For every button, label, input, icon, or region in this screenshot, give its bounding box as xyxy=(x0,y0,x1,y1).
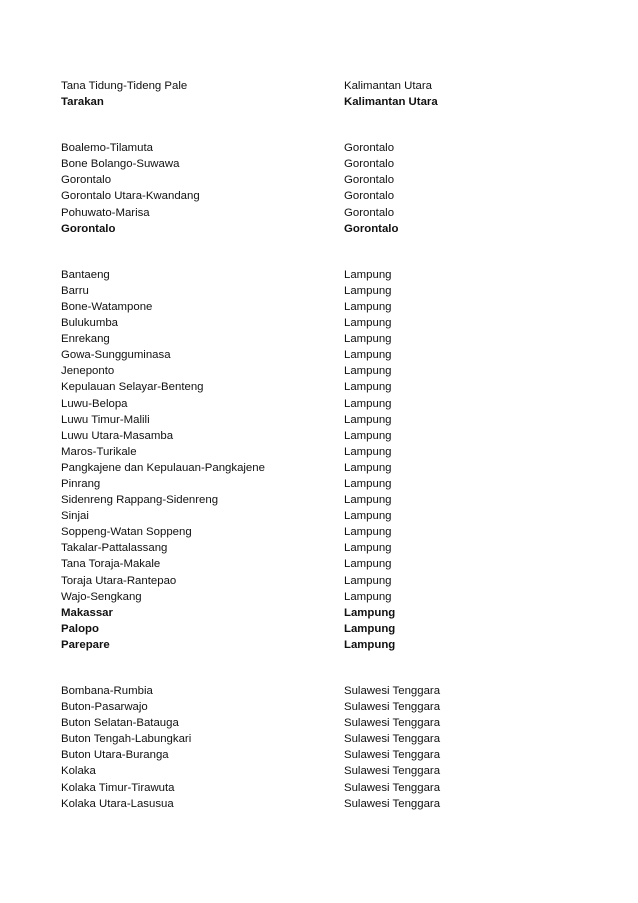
region-name: Bombana-Rumbia xyxy=(61,685,153,697)
region-name: Soppeng-Watan Soppeng xyxy=(61,526,192,539)
regency-row xyxy=(0,299,638,315)
regency-row xyxy=(0,140,638,156)
regency-row xyxy=(0,412,638,428)
region-name: Boalemo-Tilamuta xyxy=(61,142,154,155)
province-name: Lampung xyxy=(344,413,392,426)
province-name: Sulawesi Tenggara xyxy=(344,733,441,746)
province-name: Lampung xyxy=(344,429,392,442)
province-name: Kalimantan Utara xyxy=(344,96,438,109)
regency-row xyxy=(0,763,638,779)
city-row xyxy=(0,221,638,237)
regency-row xyxy=(0,379,638,395)
province-name: Lampung xyxy=(344,461,392,474)
regency-row xyxy=(0,78,638,94)
city-row xyxy=(0,637,638,653)
region-name: Pinrang xyxy=(61,477,101,490)
region-name: Sidenreng Rappang-Sidenreng xyxy=(61,494,219,507)
regency-row xyxy=(0,747,638,763)
region-group xyxy=(0,683,638,812)
regency-row xyxy=(0,476,638,492)
region-name: Pangkajene dan Kepulauan-Pangkajene xyxy=(61,461,265,474)
province-name: Lampung xyxy=(344,510,392,523)
region-name: Buton Tengah-Labungkari xyxy=(61,733,192,746)
region-name: Pohuwato-Marisa xyxy=(61,206,150,219)
region-name: Kolaka Timur-Tirawuta xyxy=(61,781,175,794)
province-name: Gorontalo xyxy=(344,222,399,235)
regency-row xyxy=(0,396,638,412)
province-name: Lampung xyxy=(344,494,392,507)
province-name: Lampung xyxy=(344,349,392,362)
region-name: Parepare xyxy=(61,638,110,651)
region-name: Luwu-Belopa xyxy=(61,397,128,410)
regency-row xyxy=(0,524,638,540)
regency-row xyxy=(0,205,638,221)
regency-row xyxy=(0,267,638,283)
region-name: Kepulauan Selayar-Benteng xyxy=(61,381,204,394)
region-group xyxy=(0,78,638,110)
region-name: Kolaka xyxy=(61,765,96,778)
region-name: Toraja Utara-Rantepao xyxy=(61,574,177,587)
region-name: Buton Selatan-Batauga xyxy=(61,717,179,730)
city-row xyxy=(0,605,638,621)
province-name: Lampung xyxy=(344,542,392,555)
regency-row xyxy=(0,315,638,331)
region-name: Luwu Timur-Malili xyxy=(61,413,150,426)
region-name: Bone-Watampone xyxy=(61,300,153,313)
region-name: Takalar-Pattalassang xyxy=(61,542,168,555)
province-name: Sulawesi Tenggara xyxy=(344,781,441,794)
city-row xyxy=(0,621,638,637)
province-name: Lampung xyxy=(344,622,396,635)
regency-row xyxy=(0,363,638,379)
regency-row xyxy=(0,444,638,460)
province-name: Lampung xyxy=(344,558,392,571)
region-name: Jeneponto xyxy=(61,365,115,378)
region-group xyxy=(0,140,638,237)
region-name: Tarakan xyxy=(61,96,104,109)
province-name: Sulawesi Tenggara xyxy=(344,797,441,810)
province-name: Gorontalo xyxy=(344,158,395,171)
regency-row xyxy=(0,731,638,747)
regency-row xyxy=(0,460,638,476)
city-row xyxy=(0,94,638,110)
regency-row xyxy=(0,556,638,572)
province-name: Lampung xyxy=(344,590,392,603)
region-name: Gowa-Sungguminasa xyxy=(61,349,171,362)
regency-row xyxy=(0,540,638,556)
regency-row xyxy=(0,780,638,796)
regency-row xyxy=(0,508,638,524)
province-name: Gorontalo xyxy=(344,142,395,155)
region-name: Barru xyxy=(61,284,89,297)
province-name: Sulawesi Tenggara xyxy=(344,685,441,697)
regency-row xyxy=(0,347,638,363)
region-name: Luwu Utara-Masamba xyxy=(61,429,174,442)
province-name: Lampung xyxy=(344,300,392,313)
province-name: Lampung xyxy=(344,574,392,587)
region-name: Buton Utara-Buranga xyxy=(61,749,169,762)
region-name: Makassar xyxy=(61,606,113,619)
regency-row xyxy=(0,283,638,299)
province-name: Lampung xyxy=(344,317,392,330)
region-group xyxy=(0,267,638,653)
regency-row xyxy=(0,573,638,589)
province-name: Gorontalo xyxy=(344,174,395,187)
province-name: Kalimantan Utara xyxy=(344,80,433,92)
province-name: Lampung xyxy=(344,638,396,651)
regency-row xyxy=(0,188,638,204)
regency-row xyxy=(0,428,638,444)
regency-row xyxy=(0,156,638,172)
region-name: Buton-Pasarwajo xyxy=(61,701,148,714)
province-name: Gorontalo xyxy=(344,206,395,219)
regency-row xyxy=(0,589,638,605)
province-name: Lampung xyxy=(344,445,392,458)
region-name: Maros-Turikale xyxy=(61,445,137,458)
province-name: Lampung xyxy=(344,268,392,281)
province-name: Lampung xyxy=(344,381,392,394)
province-name: Lampung xyxy=(344,284,392,297)
province-name: Lampung xyxy=(344,397,392,410)
province-name: Lampung xyxy=(344,477,392,490)
province-name: Sulawesi Tenggara xyxy=(344,765,441,778)
region-name: Enrekang xyxy=(61,333,110,346)
region-name: Tana Tidung-Tideng Pale xyxy=(61,80,188,92)
regency-row xyxy=(0,331,638,347)
region-name: Wajo-Sengkang xyxy=(61,590,142,603)
region-name: Bulukumba xyxy=(61,317,118,330)
region-name: Bantaeng xyxy=(61,268,110,281)
province-name: Sulawesi Tenggara xyxy=(344,717,441,730)
region-name: Sinjai xyxy=(61,510,89,523)
province-name: Sulawesi Tenggara xyxy=(344,701,441,714)
province-name: Gorontalo xyxy=(344,190,395,203)
province-name: Sulawesi Tenggara xyxy=(344,749,441,762)
region-name: Kolaka Utara-Lasusua xyxy=(61,797,174,810)
regency-row xyxy=(0,683,638,699)
region-list xyxy=(0,78,638,812)
province-name: Lampung xyxy=(344,333,392,346)
province-name: Lampung xyxy=(344,606,396,619)
regency-row xyxy=(0,492,638,508)
region-name: Bone Bolango-Suwawa xyxy=(61,158,180,171)
region-name: Tana Toraja-Makale xyxy=(61,558,161,571)
regency-row xyxy=(0,715,638,731)
region-name: Palopo xyxy=(61,622,99,635)
regency-row xyxy=(0,172,638,188)
document-page xyxy=(0,78,638,842)
regency-row xyxy=(0,699,638,715)
region-name: Gorontalo Utara-Kwandang xyxy=(61,190,200,203)
regency-row xyxy=(0,796,638,812)
province-name: Lampung xyxy=(344,526,392,539)
region-name: Gorontalo xyxy=(61,222,116,235)
province-name: Lampung xyxy=(344,365,392,378)
region-name: Gorontalo xyxy=(61,174,112,187)
